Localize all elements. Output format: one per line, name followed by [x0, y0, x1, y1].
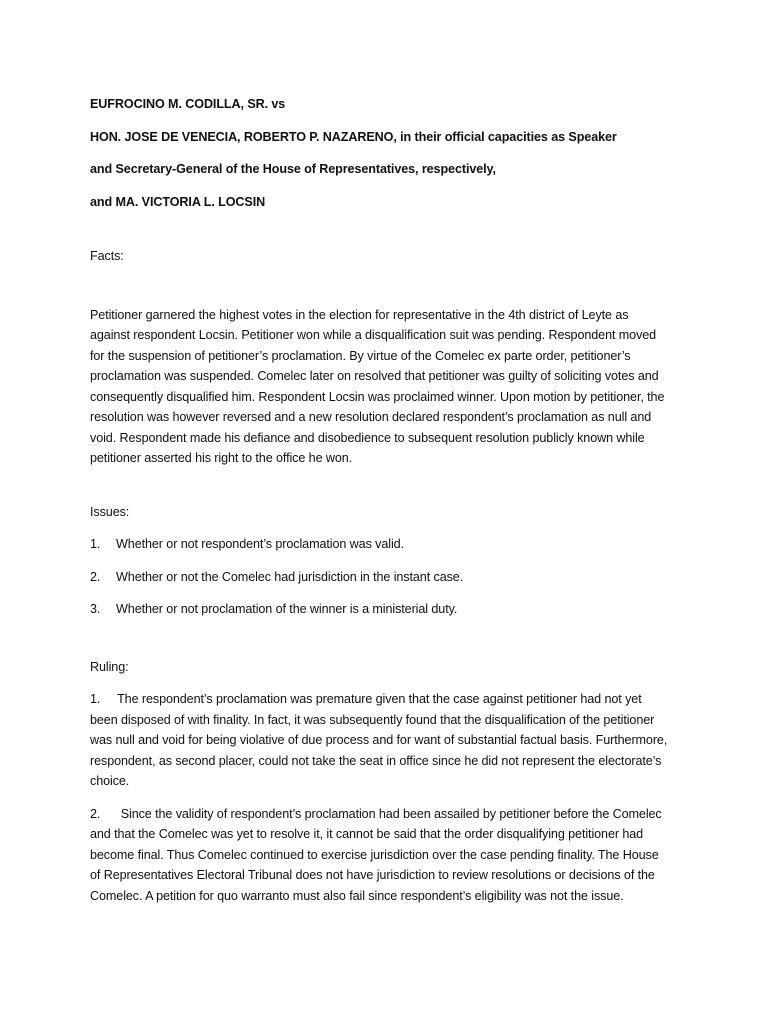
facts-paragraph: Petitioner garnered the highest votes in the election for representative in the 4th district of Leyte as against respondent Locsin. Petitioner won while a disqualification suit was pending. Respondent moved for the suspension of petitioner’s proclamation. By virtue of the Comelec ex parte order, petitioner’s proclamation was suspended. Comelec later on resolved that petitioner was guilty of soliciting votes and consequently disqualified him. Respondent Locsin was proclaimed winner. Upon motion by petitioner, the resolution was however reversed and a new resolution declared respondent’s proclamation as null and void. Respondent made his defiance and disobedience to subsequent resolution publicly known while petitioner asserted his right to the office he won.: [90, 307, 665, 465]
ruling-paragraph-2: 2. Since the validity of respondent’s proclamation had been assailed by petitioner before the Comelec and that the Comelec was yet to resolve it, it cannot be said that the order disqualifying petitioner had become final. Thus Comelec continued to exercise jurisdiction over the case pending finality. The House of Representatives Electoral Tribunal does not have jurisdiction to review resolutions or decisions of the Comelec. A petition for quo warranto must also fail since respondent’s eligibility was not the issue.: [90, 806, 662, 903]
case-title-line-2: HON. JOSE DE VENECIA, ROBERTO P. NAZARENO, in their official capacities as Speaker: [90, 129, 617, 144]
issue-text: Whether or not the Comelec had jurisdiction in the instant case.: [116, 569, 464, 584]
issue-number: 2.: [90, 569, 101, 584]
issue-text: Whether or not proclamation of the winner is a ministerial duty.: [116, 602, 458, 616]
case-title-line-3: and Secretary-General of the House of Representatives, respectively,: [90, 162, 496, 176]
case-title-line-4: and MA. VICTORIA L. LOCSIN: [90, 194, 266, 209]
issues-heading: Issues:: [90, 504, 130, 519]
document-body: [90, 94, 668, 906]
issue-text: Whether or not respondent’s proclamation was valid.: [116, 537, 404, 551]
ruling-paragraph-1: 1. The respondent’s proclamation was premature given that the case against petitioner had not yet been disposed of with finality. In fact, it was subsequently found that the disqualification of the petitioner was null and void for being violative of due process and for want of substantial factual basis. Furthermore, respondent, as second placer, could not take the seat in office since he did not represent the electorate’s choice.: [90, 692, 668, 788]
ruling-heading: Ruling:: [90, 659, 129, 674]
issue-item-1: [90, 534, 668, 555]
facts-heading: Facts:: [90, 249, 124, 263]
issue-number: 1.: [90, 537, 101, 551]
issue-item-3: [90, 599, 668, 620]
issue-item-2: [90, 567, 668, 588]
case-title-line-1: EUFROCINO M. CODILLA, SR. vs: [90, 97, 286, 111]
issue-number: 3.: [90, 602, 101, 616]
